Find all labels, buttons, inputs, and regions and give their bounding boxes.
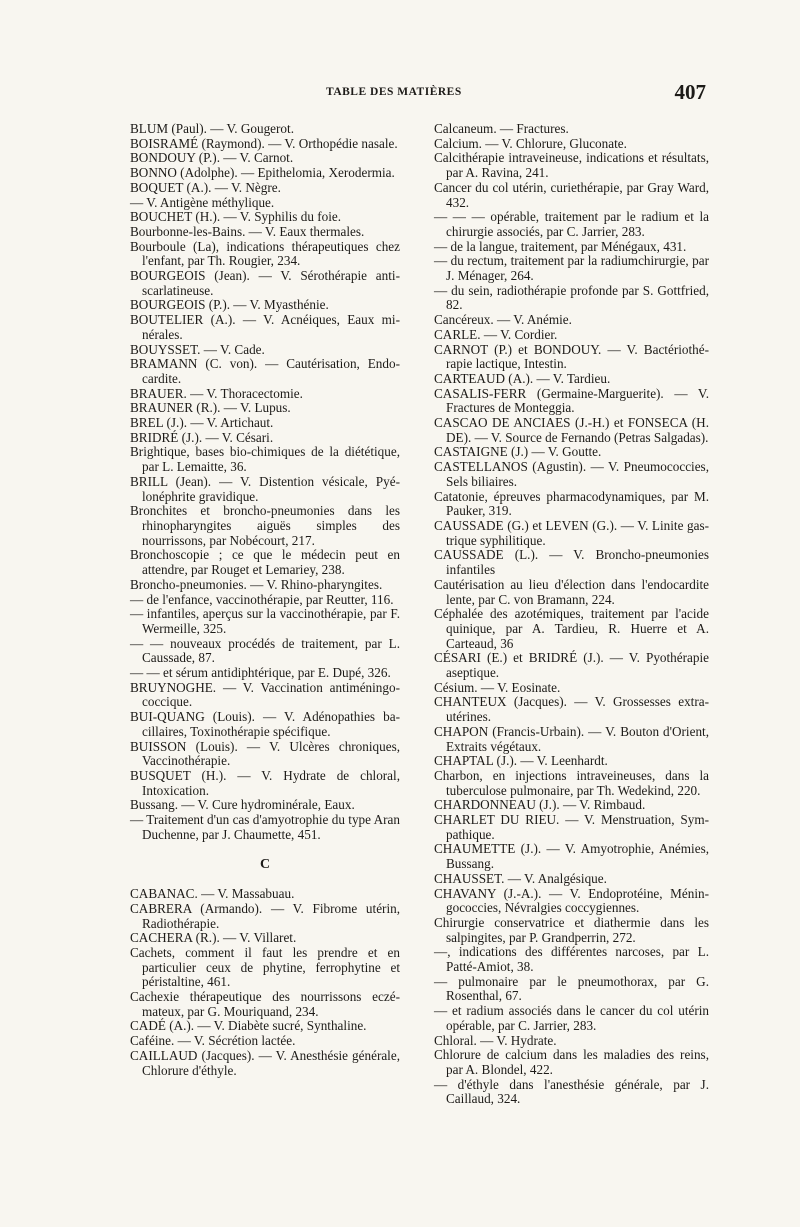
index-entry: Cautérisation au lieu d'élection dans l'endocardite lente, par C. von Bramann, 224. [434, 576, 709, 607]
index-entry: BOURGEOIS (Jean). — V. Sérothérapie antiscarlatineuse. [130, 268, 400, 298]
index-entry: CARLE. — V. Cordier. [434, 326, 558, 342]
index-entry: — — — opérable, traitement par le radium et la chirurgie associés, par C. Jarrier, 283. [434, 209, 709, 239]
index-entry: Broncho-pneumonies. — V. Rhino-pharyngites. [130, 576, 383, 592]
index-entry: — — et sérum antidiphtérique, par E. Dupé, 326. [130, 665, 391, 681]
index-entry: Chlorure de calcium dans les maladies des reins, par A. Blondel, 422. [434, 1047, 709, 1077]
index-entry: CASTELLANOS (Agustin). — V. Pneumococcies, Sels biliaires. [434, 459, 709, 489]
index-entry: — d'éthyle dans l'anesthésie générale, par J. Caillaud, 324. [434, 1076, 709, 1107]
right-column [434, 122, 709, 1107]
index-entry: CHAUMETTE (J.). — V. Amyotrophie, Anémies, Bussang. [434, 841, 709, 872]
left-entries-b [130, 122, 400, 842]
index-entry: CHANTEUX (Jacques). — V. Grossesses extrautérines. [434, 694, 709, 725]
index-entry: CHARLET DU RIEU. — V. Menstruation, Sympathique. [434, 812, 709, 842]
index-entry: CAILLAUD (Jacques). — V. Anesthésie générale, Chlorure d'éthyle. [130, 1047, 400, 1078]
index-entry: — infantiles, aperçus sur la vaccinothérapie, par F. Wermeille, 325. [130, 606, 400, 636]
index-entry: BUSQUET (H.). — V. Hydrate de chloral, Intoxication. [130, 767, 400, 798]
index-entry: Charbon, en injections intraveineuses, dans la tuberculose pulmonaire, par Th. Wedekind, 220. [434, 767, 709, 798]
index-entry: BRIDRÉ (J.). — V. Césari. [130, 429, 274, 445]
index-entry: BRUYNOGHE. — V. Vaccination antiméningococcique. [130, 679, 400, 710]
index-entry: Caféine. — V. Sécrétion lactée. [130, 1033, 296, 1049]
index-entry: CADÉ (A.). — V. Diabète sucré, Synthaline. [130, 1018, 367, 1034]
index-entry: CARTEAUD (A.). — V. Tardieu. [434, 370, 611, 386]
index-entry: CASTAIGNE (J.) — V. Goutte. [434, 444, 602, 460]
index-entry: Catatonie, épreuves pharmacodynamiques, par M. Pauker, 319. [434, 488, 709, 519]
index-entry: CACHERA (R.). — V. Villaret. [130, 930, 297, 946]
index-entry: BOQUET (A.). — V. Nègre. [130, 179, 281, 195]
header-title: TABLE DES MATIÈRES [326, 86, 462, 98]
index-entry: Chloral. — V. Hydrate. [434, 1032, 557, 1048]
index-entry: Calcium. — V. Chlorure, Gluconate. [434, 135, 627, 151]
index-entry: BOUCHET (H.). — V. Syphilis du foie. [130, 209, 342, 225]
index-entry: BUI-QUANG (Louis). — V. Adénopathies bacillaires, Toxinothérapie spécifique. [130, 709, 400, 739]
index-entry: BOUTELIER (A.). — V. Acnéiques, Eaux minérales. [130, 312, 400, 342]
index-entry: BOUYSSET. — V. Cade. [130, 341, 265, 357]
index-entry: CHARDONNEAU (J.). — V. Rimbaud. [434, 797, 646, 813]
index-entry: CHAPON (Francis-Urbain). — V. Bouton d'Orient, Extraits végétaux. [434, 723, 709, 754]
right-entries [434, 122, 709, 1107]
index-entry: Cachexie thérapeutique des nourrissons eczémateux, par G. Mouriquand, 234. [130, 989, 400, 1019]
index-entry: CHAUSSET. — V. Analgésique. [434, 870, 607, 886]
index-entry: — V. Antigène méthylique. [130, 194, 275, 210]
index-entry: BRAMANN (C. von). — Cautérisation, Endocardite. [130, 356, 400, 386]
left-entries-c [130, 887, 400, 1078]
index-entry: Bussang. — V. Cure hydrominérale, Eaux. [130, 797, 355, 813]
index-entry: Bronchoscopie ; ce que le médecin peut en attendre, par Rouget et Lemariey, 238. [130, 547, 400, 578]
index-entry: BRAUER. — V. Thoracectomie. [130, 385, 303, 401]
index-entry: BUISSON (Louis). — V. Ulcères chroniques, Vaccinothérapie. [130, 738, 400, 769]
index-entry: Calcithérapie intraveineuse, indications et résultats, par A. Ravina, 241. [434, 150, 709, 181]
index-entry: Céphalée des azotémiques, traitement par l'acide quinique, par A. Tardieu, R. Huerre et A. Carteaud, 36 [434, 606, 709, 651]
index-entry: CÉSARI (E.) et BRIDRÉ (J.). — V. Pyothérapie aseptique. [434, 650, 709, 681]
index-entry: Cachets, comment il faut les prendre et en particulier ceux de phytine, ferrophytine et péristaltine, 461. [130, 944, 400, 990]
index-entry: BREL (J.). — V. Artichaut. [130, 415, 274, 431]
index-entry: — du sein, radiothérapie profonde par S. Gottfried, 82. [434, 282, 709, 313]
page-number: 407 [674, 80, 706, 104]
index-entry: CAUSSADE (L.). — V. Broncho-pneumonies infantiles [434, 547, 709, 578]
index-entry: —, indications des différentes narcoses, par L. Patté-Amiot, 38. [434, 944, 709, 975]
index-entry: Calcaneum. — Fractures. [434, 121, 569, 136]
index-entry: CASALIS-FERR (Germaine-Marguerite). — V. Fractures de Monteggia. [434, 385, 709, 416]
index-entry: CABRERA (Armando). — V. Fibrome utérin, Radiothérapie. [130, 900, 400, 931]
index-entry: CHAVANY (J.-A.). — V. Endoprotéine, Méningococcies, Névralgies coccygiennes. [434, 885, 709, 916]
index-entry: Bronchites et broncho-pneumonies dans les rhinopharyngites aiguës simples des nourrissons, par Nobécourt, 217. [130, 503, 400, 548]
running-header [130, 82, 706, 106]
index-entry: Cancéreux. — V. Anémie. [434, 312, 572, 328]
index-entry: Cancer du col utérin, curiethérapie, par Gray Ward, 432. [434, 179, 709, 210]
index-entry: — — nouveaux procédés de traitement, par L. Caussade, 87. [130, 635, 400, 666]
index-entry: CABANAC. — V. Massabuau. [130, 886, 295, 902]
index-entry: CARNOT (P.) et BONDOUY. — V. Bactériothérapie lactique, Intestin. [434, 341, 709, 372]
section-heading-c: C [259, 857, 271, 873]
index-entry: BRILL (Jean). — V. Distention vésicale, Pyélonéphrite gravidique. [130, 473, 400, 504]
index-entry: Césium. — V. Eosinate. [434, 679, 561, 695]
index-entry: BLUM (Paul). — V. Gougerot. [130, 121, 294, 136]
index-entry: — et radium associés dans le cancer du col utérin opérable, par C. Jarrier, 283. [434, 1003, 709, 1033]
index-entry: — Traitement d'un cas d'amyotrophie du type Aran Duchenne, par J. Chaumette, 451. [130, 812, 400, 842]
index-entry: — de l'enfance, vaccinothérapie, par Reutter, 116. [130, 591, 394, 607]
index-entry: BOURGEOIS (P.). — V. Myasthénie. [130, 297, 329, 313]
index-entry: CASCAO DE ANCIAES (J.-H.) et FONSECA (H. DE). — V. Source de Fernando (Petras Salgadas). [434, 415, 709, 445]
index-entry: BOISRAMÉ (Raymond). — V. Orthopédie nasale. [130, 135, 398, 151]
index-entry: BRAUNER (R.). — V. Lupus. [130, 400, 291, 416]
index-entry: Brightique, bases bio-chimiques de la diététique, par L. Lemaitte, 36. [130, 444, 400, 475]
index-entry: — pulmonaire par le pneumothorax, par G. Rosenthal, 67. [434, 973, 709, 1004]
index-entry: BONNO (Adolphe). — Epithelomia, Xerodermia. [130, 165, 395, 181]
index-entry: CAUSSADE (G.) et LEVEN (G.). — V. Linite gastrique syphilitique. [434, 517, 709, 548]
index-entry: — du rectum, traitement par la radiumchirurgie, par J. Ménager, 264. [434, 253, 709, 284]
index-entry: Chirurgie conservatrice et diathermie dans les salpingites, par P. Grandperrin, 272. [434, 914, 709, 945]
left-column [130, 122, 400, 1078]
index-entry: Bourboule (La), indications thérapeutiques chez l'enfant, par Th. Rougier, 234. [130, 238, 400, 269]
index-entry: Bourbonne-les-Bains. — V. Eaux thermales. [130, 223, 365, 239]
index-entry: CHAPTAL (J.). — V. Leenhardt. [434, 753, 608, 769]
index-entry: — de la langue, traitement, par Ménégaux, 431. [434, 238, 687, 254]
index-entry: BONDOUY (P.). — V. Carnot. [130, 150, 294, 166]
